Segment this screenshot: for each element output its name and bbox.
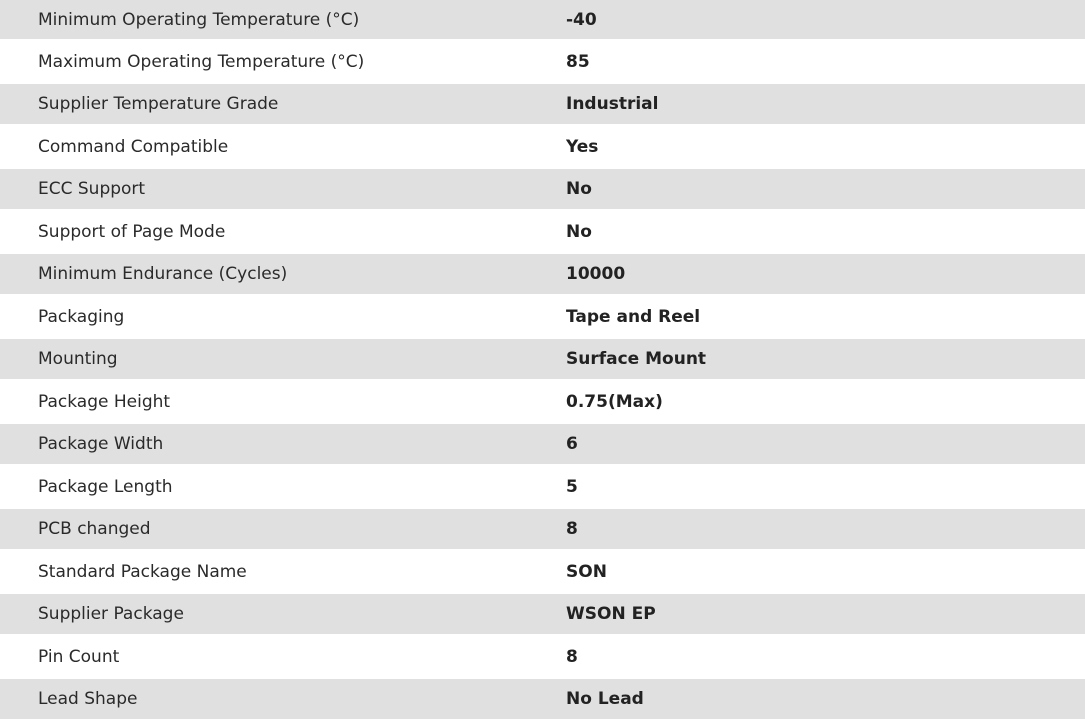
spec-value: 10000: [566, 254, 1085, 294]
spec-value: Industrial: [566, 84, 1085, 124]
spec-value: 0.75(Max): [566, 379, 1085, 424]
table-row: [0, 679, 1085, 719]
table-row: [0, 339, 1085, 379]
table-row: [0, 594, 1085, 634]
spec-label: Lead Shape: [0, 679, 566, 719]
spec-label: Supplier Temperature Grade: [0, 84, 566, 124]
spec-label: Command Compatible: [0, 124, 566, 169]
spec-value: Yes: [566, 124, 1085, 169]
spec-value: No: [566, 209, 1085, 254]
spec-label: Supplier Package: [0, 594, 566, 634]
table-row: [0, 254, 1085, 294]
table-row: [0, 39, 1085, 84]
table-row: [0, 294, 1085, 339]
spec-label: Minimum Endurance (Cycles): [0, 254, 566, 294]
spec-value: Surface Mount: [566, 339, 1085, 379]
table-row: [0, 509, 1085, 549]
spec-value: -40: [566, 0, 1085, 39]
spec-value: 8: [566, 509, 1085, 549]
spec-value: 8: [566, 634, 1085, 679]
table-row: [0, 124, 1085, 169]
table-row: [0, 464, 1085, 509]
table-row: [0, 209, 1085, 254]
spec-label: PCB changed: [0, 509, 566, 549]
table-row: [0, 84, 1085, 124]
spec-label: Package Width: [0, 424, 566, 464]
table-row: [0, 634, 1085, 679]
spec-label: Maximum Operating Temperature (°C): [0, 39, 566, 84]
spec-label: Standard Package Name: [0, 549, 566, 594]
table-row: [0, 549, 1085, 594]
spec-label: Minimum Operating Temperature (°C): [0, 0, 566, 39]
spec-label: Packaging: [0, 294, 566, 339]
spec-value: 5: [566, 464, 1085, 509]
spec-label: Package Length: [0, 464, 566, 509]
spec-label: Mounting: [0, 339, 566, 379]
table-row: [0, 0, 1085, 39]
table-row: [0, 169, 1085, 209]
spec-value: 85: [566, 39, 1085, 84]
spec-value: Tape and Reel: [566, 294, 1085, 339]
table-row: [0, 424, 1085, 464]
spec-label: ECC Support: [0, 169, 566, 209]
spec-label: Pin Count: [0, 634, 566, 679]
spec-value: SON: [566, 549, 1085, 594]
spec-value: No: [566, 169, 1085, 209]
spec-label: Support of Page Mode: [0, 209, 566, 254]
spec-value: No Lead: [566, 679, 1085, 719]
spec-value: WSON EP: [566, 594, 1085, 634]
spec-label: Package Height: [0, 379, 566, 424]
table-row: [0, 379, 1085, 424]
spec-value: 6: [566, 424, 1085, 464]
